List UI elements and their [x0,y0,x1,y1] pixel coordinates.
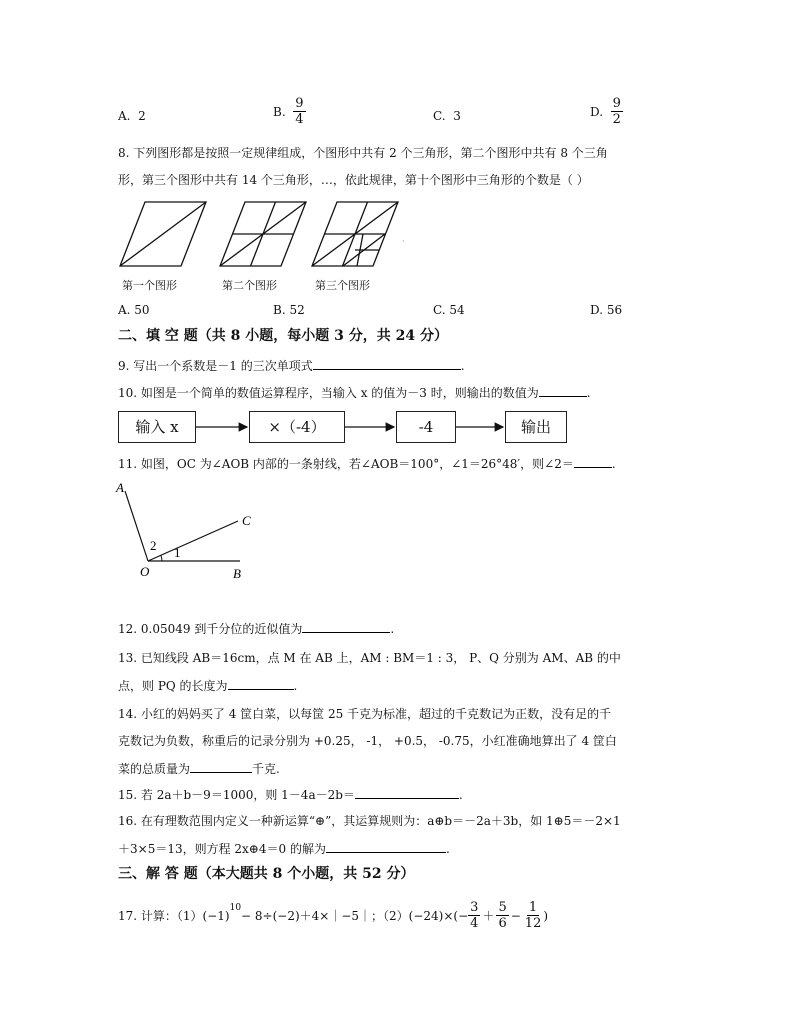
q7-option-c: C. 3 [433,109,461,123]
label-1: 1 [174,545,181,560]
answer-blank [355,786,459,799]
flow-box-multiply: ×（-4） [249,411,345,443]
q8-option-a: A. 50 [118,303,150,317]
label-o: O [140,564,150,579]
fraction: $\frac{9}{2}$ [612,96,621,127]
answer-blank [190,760,252,773]
figure-1-caption: 第一个图形 [122,279,177,292]
q7-option-a: A. 2 [118,109,146,123]
q16-line2: ＋3×5＝13，则方程 2x⊕4＝0 的解为 . [118,842,450,856]
q11-text: 11. 如图，OC 为∠AOB 内部的一条射线，若∠AOB＝100°，∠1＝26°48′，则∠2＝ . [118,457,616,471]
label-b: B [233,566,241,581]
angle-arc [161,555,162,561]
fraction: $\frac{5}{6}$ [498,900,507,931]
fraction: $\frac{9}{4}$ [295,96,304,127]
q17: 17. 计算：（1）(−1) $^{10}$ − 8÷(−2)＋4×｜−5｜；（2）(−24)×(− $\frac{3}{4}$ ＋ $\frac{5}{6}$ − $\frac{1}{12}$ ) [118,900,549,931]
q10-text: 10. 如图是一个简单的数值运算程序，当输入 x 的值为－3 时，则输出的数值为 . [118,386,591,400]
q16-line1: 16. 在有理数范围内定义一种新运算“⊕”，其运算规则为：a⊕b＝－2a＋3b，如 1⊕5＝－2×1 [118,814,621,828]
answer-blank [302,620,390,633]
ray-oa [125,491,148,561]
q13-line2: 点，则 PQ 的长度为 . [118,679,298,693]
q9: 9. 写出一个系数是－1 的三次单项式 . [118,359,465,373]
q8-line2: 形，第三个图形中共有 14 个三角形，…，依此规律，第十个图形中三角形的个数是（ ） [118,173,589,187]
q12: 12. 0.05049 到千分位的近似值为 . [118,622,395,636]
fraction: $\frac{3}{4}$ [470,900,479,931]
answer-blank [228,677,294,690]
figure-2-caption: 第二个图形 [222,279,277,292]
flow-box-subtract: -4 [396,411,456,443]
q11-angle-diagram [110,478,270,588]
label-a: A [116,480,124,495]
flow-arrows [0,0,794,460]
svg-text:·: · [402,237,405,246]
q8-option-c: C. 54 [433,303,465,317]
q14-line3: 菜的总质量为 千克. [118,762,280,776]
ray-oc [148,521,238,561]
q15: 15. 若 2a＋b－9＝1000，则 1－4a－2b＝ . [118,788,463,802]
q8-option-d: D. 56 [590,303,623,317]
label-c: C [242,513,251,528]
q7-option-b: B. $\frac{9}{4}$ [273,96,304,127]
flow-box-output: 输出 [505,411,567,443]
figure-3-caption: 第三个图形 [315,279,370,292]
q7-option-d: D. $\frac{9}{2}$ [590,96,621,127]
label-2: 2 [150,538,157,553]
q8-option-b: B. 52 [273,303,305,317]
q8-line1: 8. 下列图形都是按照一定规律组成，个图形中共有 2 个三角形，第二个图形中共有 8 个三角 [118,146,608,160]
fraction: $\frac{1}{12}$ [524,900,542,931]
answer-blank [574,455,612,468]
q14-line1: 14. 小红的妈妈买了 4 筐白菜，以每筐 25 千克为标准，超过的千克数记为正数，没有足的千 [118,707,612,721]
flow-box-input: 输入 x [118,411,196,443]
q13-line1: 13. 已知线段 AB＝16cm，点 M 在 AB 上，AM : BM＝1 : 3， P、Q 分别为 AM、AB 的中 [118,651,621,665]
section-2-title: 二、填 空 题（共 8 小题，每小题 3 分，共 24 分） [118,328,448,344]
section-3-title: 三、解 答 题（本大题共 8 个小题，共 52 分） [118,866,415,882]
q14-line2: 克数记为负数，称重后的记录分别为 +0.25， -1， +0.5， -0.75，小红准确地算出了 4 筐白 [118,734,617,748]
answer-blank [326,840,446,853]
